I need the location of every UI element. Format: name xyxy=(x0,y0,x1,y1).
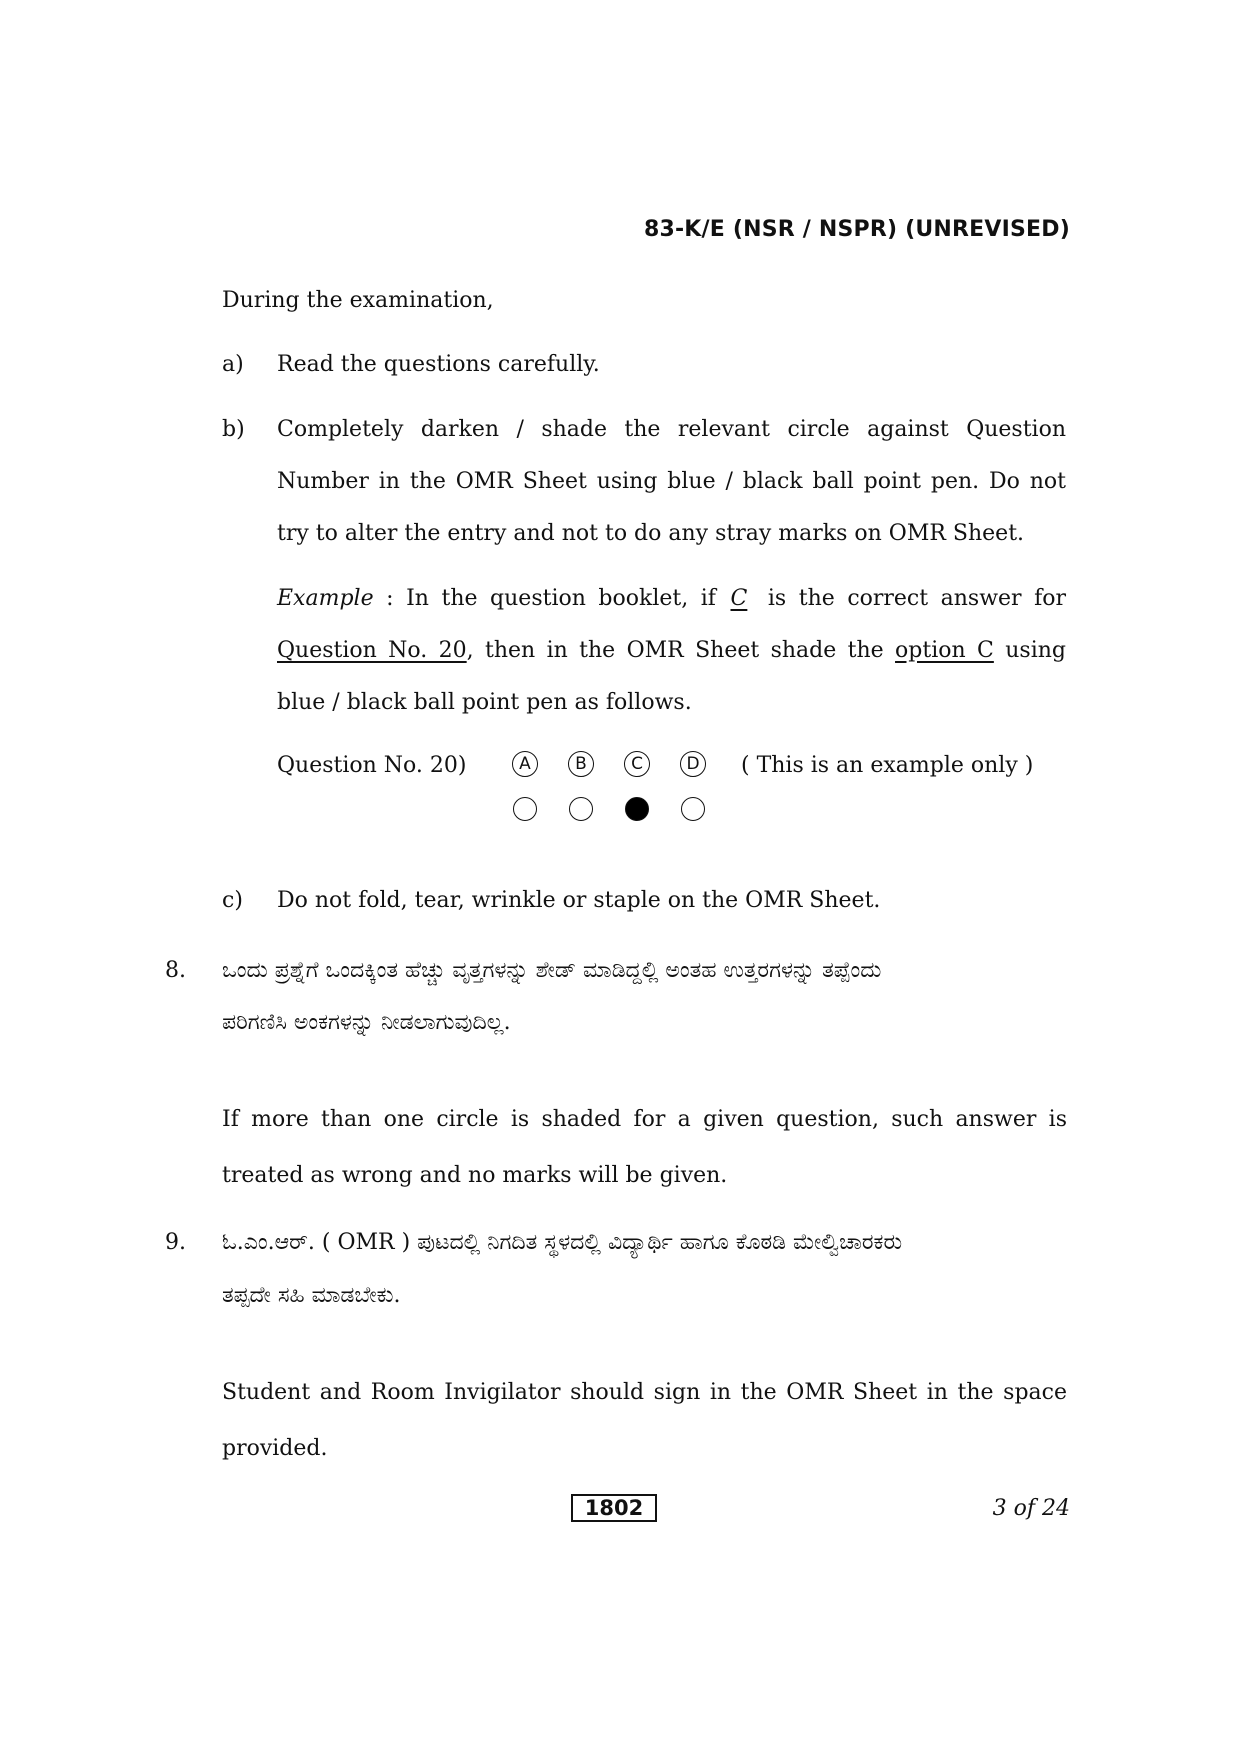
item-a-text: Read the questions carefully. xyxy=(277,352,600,377)
item-b-line: try to alter the entry and not to do any stray marks on OMR Sheet. xyxy=(277,521,1025,546)
omr-bubble xyxy=(513,797,537,821)
item-b-instructions xyxy=(277,404,1066,560)
example-label: Example xyxy=(277,586,374,611)
option-letter: D xyxy=(680,751,706,777)
example-answer: C xyxy=(730,586,748,611)
q9-kannada-line: ತಪ್ಪದೇ ಸಹಿ ಮಾಡಬೇಕು. xyxy=(222,1283,401,1308)
item-b-line: Number in the OMR Sheet using blue / black ball point pen. Do not xyxy=(277,469,1066,494)
paper-code-header: 83-K/E (NSR / NSPR) (UNREVISED) xyxy=(643,217,1070,242)
example-text: using xyxy=(1005,638,1066,663)
q9-number: 9. xyxy=(165,1230,186,1255)
item-a-label: a) xyxy=(222,352,244,377)
q9-english-line: provided. xyxy=(222,1436,328,1461)
q8-number: 8. xyxy=(165,958,186,983)
option-letter: B xyxy=(568,751,594,777)
booklet-code-box: 1802 xyxy=(571,1494,657,1522)
q8-english xyxy=(222,1092,1067,1204)
omr-bubble xyxy=(625,797,649,821)
example-line-2 xyxy=(277,625,1066,677)
example-text: is the correct answer for xyxy=(767,586,1067,611)
example-text: : In the question booklet, if xyxy=(386,586,716,611)
omr-question-label: Question No. 20) xyxy=(277,753,467,778)
item-b-line: Completely darken / shade the relevant circle against Question xyxy=(277,417,1066,442)
q8-kannada-line: ಪರಿಗಣಿಸಿ ಅಂಕಗಳನ್ನು ನೀಡಲಾಗುವುದಿಲ್ಲ. xyxy=(222,1010,511,1035)
option-letter: C xyxy=(624,751,650,777)
question-reference: Question No. 20 xyxy=(277,638,467,663)
omr-bubble xyxy=(681,797,705,821)
item-c-text: Do not fold, tear, wrinkle or staple on the OMR Sheet. xyxy=(277,888,881,913)
example-line-3: blue / black ball point pen as follows. xyxy=(277,690,692,715)
item-b-label: b) xyxy=(222,417,245,442)
intro-text: During the examination, xyxy=(222,288,494,313)
q8-english-line: treated as wrong and no marks will be given. xyxy=(222,1163,728,1188)
omr-bubble xyxy=(569,797,593,821)
example-text: , then in the OMR Sheet shade the xyxy=(466,638,884,663)
item-c-label: c) xyxy=(222,888,243,913)
q9-english xyxy=(222,1365,1067,1477)
page-number: 3 of 24 xyxy=(992,1496,1070,1521)
q8-english-line: If more than one circle is shaded for a given question, such answer is xyxy=(222,1107,1067,1132)
example-note: ( This is an example only ) xyxy=(741,753,1034,778)
example-line-1 xyxy=(277,573,1066,625)
option-reference: option C xyxy=(895,638,994,663)
q9-kannada-line: ಓ.ಎಂ.ಆರ್. ( OMR ) ಪುಟದಲ್ಲಿ ನಿಗದಿತ ಸ್ಥಳದಲ್ಲಿ ವಿದ್ಯಾರ್ಥಿ ಹಾಗೂ ಕೊಠಡಿ ಮೇಲ್ವಿಚಾರಕರು xyxy=(222,1230,903,1255)
q8-kannada-line: ಒಂದು ಪ್ರಶ್ನೆಗೆ ಒಂದಕ್ಕಿಂತ ಹೆಚ್ಚು ವೃತ್ತಗಳನ್ನು ಶೇಡ್ ಮಾಡಿದ್ದಲ್ಲಿ ಅಂತಹ ಉತ್ತರಗಳನ್ನು ತಪ್ಪೆಂದು xyxy=(222,958,882,983)
example-block xyxy=(277,573,1066,729)
option-letter: A xyxy=(512,751,538,777)
q9-english-line: Student and Room Invigilator should sign in the OMR Sheet in the space xyxy=(222,1380,1067,1405)
